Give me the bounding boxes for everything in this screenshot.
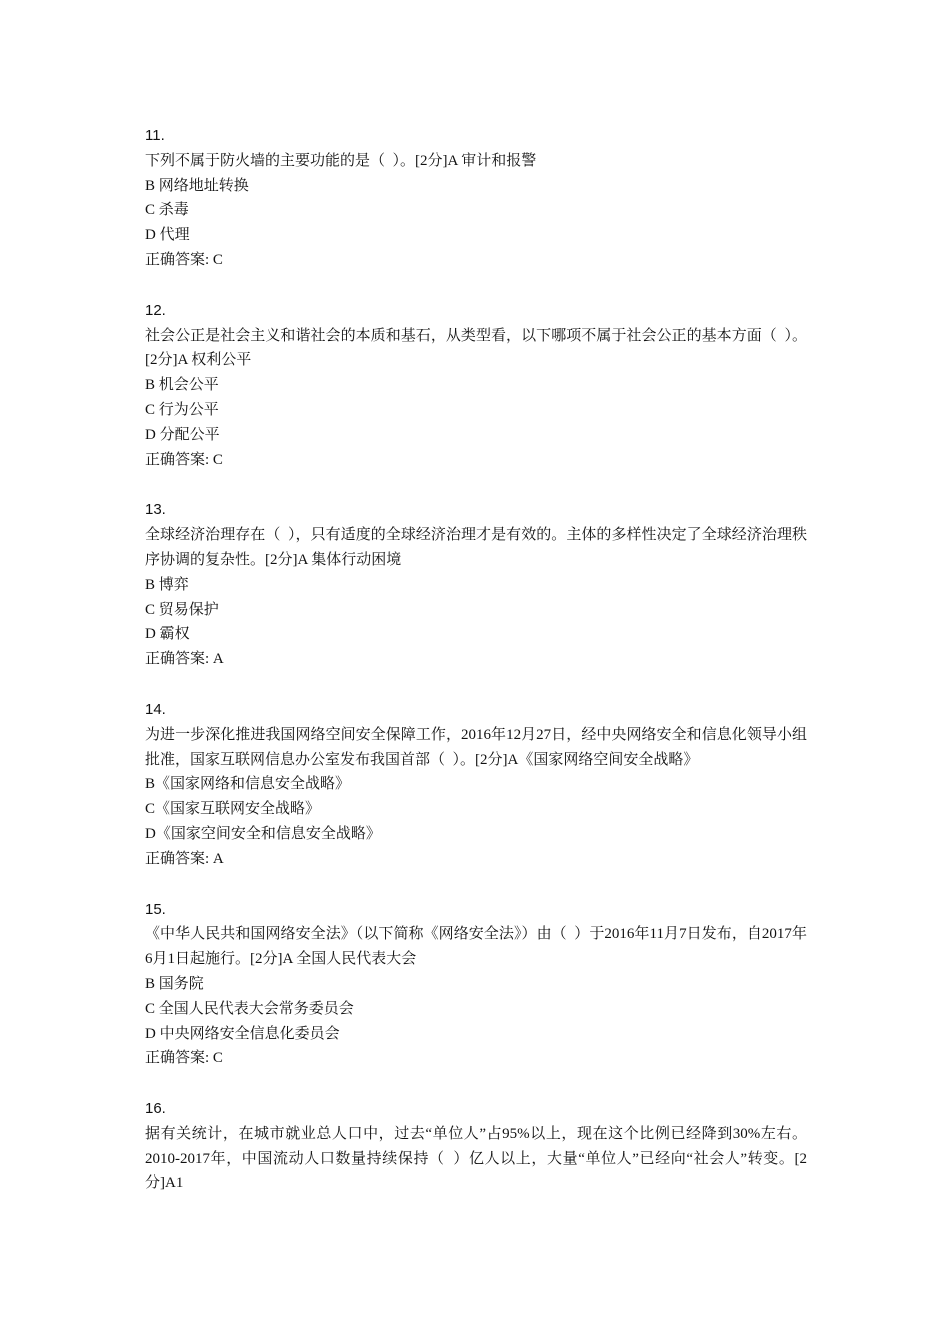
correct-answer: 正确答案: C [145, 1050, 223, 1067]
option-d: D 代理 [145, 227, 190, 244]
question-stem: 《中华人民共和国网络安全法》（以下简称《网络安全法》）由（ ）于2016年11月7日发布，自2017年6月1日起施行。[2分]A 全国人民代表大会 [145, 926, 807, 968]
option-c: C 贸易保护 [145, 601, 219, 618]
correct-answer: 正确答案: A [145, 651, 224, 668]
option-c: C《国家互联网安全战略》 [145, 801, 321, 818]
question-13 [145, 498, 807, 672]
question-stem: 全球经济治理存在（ ），只有适度的全球经济治理才是有效的。主体的多样性决定了全球经济治理秩序协调的复杂性。[2分]A 集体行动困境 [145, 527, 807, 568]
correct-answer: 正确答案: C [145, 251, 223, 268]
option-b: B 网络地址转换 [145, 177, 249, 194]
correct-answer: 正确答案: C [145, 451, 223, 468]
question-11 [145, 124, 807, 273]
question-stem: 据有关统计，在城市就业总人口中，过去“单位人”占95%以上，现在这个比例已经降到30%左右。2010-2017年，中国流动人口数量持续保持（ ）亿人以上，大量“单位人”已经向“社会人”转变。[2分]A1 [145, 1125, 807, 1192]
question-number: 14. [145, 700, 166, 718]
question-number: 12. [145, 301, 166, 319]
option-d: D 分配公平 [145, 426, 220, 443]
option-b: B 机会公平 [145, 377, 219, 394]
option-c: C 全国人民代表大会常务委员会 [145, 1000, 354, 1017]
question-12 [145, 299, 807, 473]
question-number: 16. [145, 1100, 166, 1118]
option-d: D 中央网络安全信息化委员会 [145, 1025, 340, 1042]
question-number: 15. [145, 900, 166, 918]
option-c: C 行为公平 [145, 401, 219, 418]
question-15 [145, 898, 807, 1072]
option-b: B 博弈 [145, 576, 189, 593]
question-16 [145, 1097, 807, 1196]
question-stem: 为进一步深化推进我国网络空间安全保障工作，2016年12月27日，经中央网络安全和信息化领导小组批准，国家互联网信息办公室发布我国首部（ ）。[2分]A《国家网络空间安全战略》 [145, 726, 807, 768]
question-number: 11. [145, 127, 165, 144]
option-b: B 国务院 [145, 975, 204, 992]
question-number: 13. [145, 501, 166, 519]
question-stem: 社会公正是社会主义和谐社会的本质和基石，从类型看，以下哪项不属于社会公正的基本方面（ ）。[2分]A 权利公平 [145, 327, 807, 369]
question-stem: 下列不属于防火墙的主要功能的是（ ）。[2分]A 审计和报警 [145, 152, 537, 169]
correct-answer: 正确答案: A [145, 850, 224, 867]
option-d: D《国家空间安全和信息安全战略》 [145, 825, 381, 842]
option-b: B《国家网络和信息安全战略》 [145, 776, 351, 793]
option-d: D 霸权 [145, 626, 190, 643]
question-14 [145, 698, 807, 872]
question-list [145, 124, 807, 1222]
option-c: C 杀毒 [145, 202, 189, 219]
